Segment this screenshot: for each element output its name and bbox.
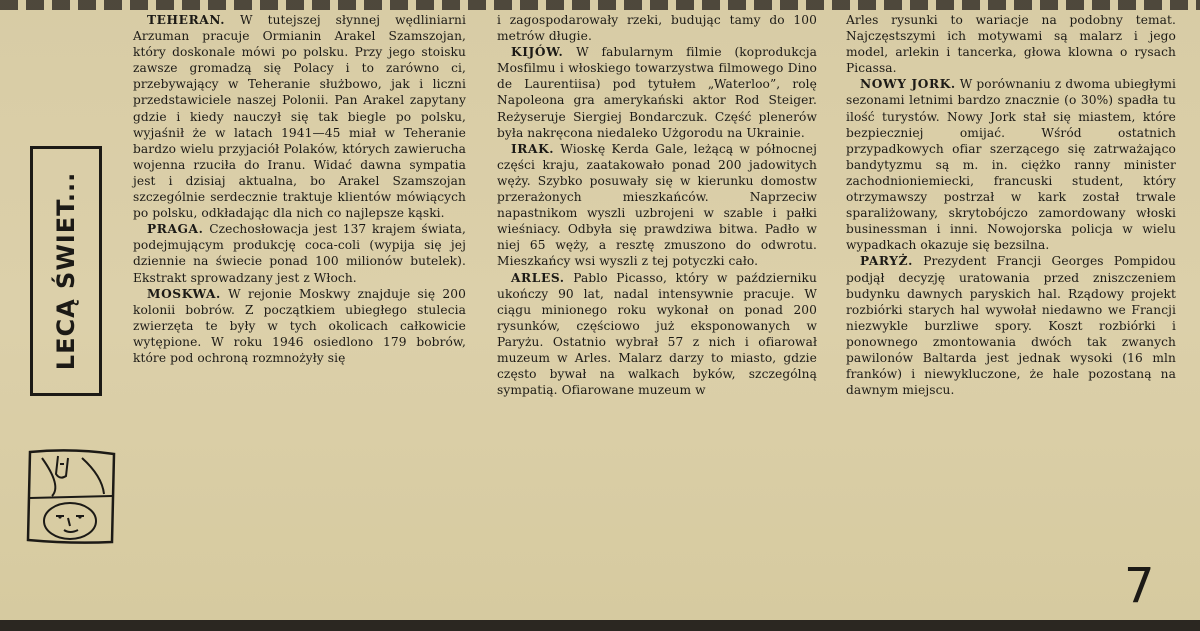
news-item-kijow bbox=[497, 44, 817, 141]
news-text: i zagospodarowały rzeki, budując tamy do 100 metrów długie. bbox=[497, 13, 817, 44]
news-text: Wioskę Kerda Gale, leżącą w północnej części kraju, zaatakowało ponad 200 jadowitych węży. Szybko posuwały się w kierunku domostw przerażonych mieszkańców. Naprzeciw napastnikom wyszli uzbrojeni w szable i pałki wieśniacy. Odbyła się prawdziwa bitwa. Padło w niej 65 węży, a resztę zmuszono do odwrotu. Mieszkańcy wsi wyszli z tej potyczki cało. bbox=[497, 141, 817, 269]
news-item-irak bbox=[497, 141, 817, 270]
news-text: Prezydent Francji Georges Pompidou podjął decyzję uratowania przed zniszczeniem budynku dawnych paryskich hal. Rządowy projekt rozbiórki starych hal wywołał niedawno we Francji niezwykle burzliwe spory. Koszt rozbiórki i ponownego zmontowania dwóch tak zwanych pawilonów Baltarda jest jednak wysoki (16 mln franków) i niewykluczone, że hale pozostaną na dawnym miejscu. bbox=[846, 254, 1176, 398]
news-item-moskwa-continued bbox=[497, 12, 817, 44]
column-3 bbox=[846, 12, 1176, 398]
bottom-border bbox=[0, 620, 1200, 631]
news-text: Arles rysunki to wariacje na podobny temat. Najczęstszymi ich motywami są malarz i jego model, arlekin i tancerka, głowa klowna o rysach Picassa. bbox=[846, 13, 1176, 76]
dateline: TEHERAN. bbox=[147, 13, 226, 27]
news-text: Pablo Picasso, który w październiku ukończy 90 lat, nadal intensywnie pracuje. W ciągu minionego roku wykonał on ponad 200 rysunków, częściowo już eksponowanych w Paryżu. Ostatnio wybrał 57 z nich i ofiarował muzeum w Arles. Malarz darzy to miasto, gdzie często bywał na walkach byków, szczególną sympatią. Ofiarowane muzeum w bbox=[497, 270, 817, 398]
news-item-arles bbox=[497, 270, 817, 399]
news-text: Czechosłowacja jest 137 krajem świata, podejmującym produkcję coca-coli (wypija się jej dziennie na świecie ponad 100 milionów butelek). Ekstrakt sprowadzany jest z Włoch. bbox=[133, 222, 466, 285]
section-title-box bbox=[30, 146, 102, 396]
top-border bbox=[0, 0, 1200, 10]
news-item-nowy-jork bbox=[846, 76, 1176, 253]
news-item-moskwa bbox=[133, 286, 466, 366]
section-title: LECĄ ŚWIET... bbox=[52, 171, 80, 371]
news-text: W porównaniu z dwoma ubiegłymi sezonami letnimi bardzo znacznie (o 30%) spadła tu ilość turystów. Nowy Jork stał się miastem, które bezpieczniej omijać. Wśród ostatnich przypadkowych ofiar szerzącego się zatrważająco bandytyzmu są m. in. ciężko ranny minister zachodnioniemiecki, francuski student, który otrzymawszy postrzał w kark został trwale sparaliżowany, skrytobójczo zamordowany włoski businessman i inni. Nowojorska policja w wielu wypadkach okazuje się bezsilna. bbox=[846, 77, 1176, 253]
column-2 bbox=[497, 12, 817, 398]
dateline: PRAGA. bbox=[147, 222, 204, 237]
news-item-teheran bbox=[133, 12, 466, 221]
news-item-paryz bbox=[846, 253, 1176, 398]
news-text: W fabularnym filmie (koprodukcja Mosfilmu i włoskiego towarzystwa filmowego Dino de Laurentiisa) pod tytułem „Waterloo”, rolę Napoleona gra amerykański aktor Rod Steiger. Reżyseruje Siergiej Bondarczuk. Część plenerów była nakręcona niedaleko Użgorodu na Ukrainie. bbox=[497, 45, 817, 140]
dateline: PARYŻ. bbox=[860, 254, 913, 269]
column-1 bbox=[133, 12, 466, 366]
dateline: NOWY JORK. bbox=[860, 77, 956, 92]
page-number: 7 bbox=[1124, 558, 1155, 614]
dateline: ARLES. bbox=[511, 270, 565, 285]
dateline: KIJÓW. bbox=[511, 45, 564, 60]
dateline: MOSKWA. bbox=[147, 286, 221, 301]
news-text: W rejonie Moskwy znajduje się 200 kolonii bobrów. Z początkiem ubiegłego stulecia zwierzęta te były w tych okolicach całkowicie wytępione. W roku 1946 osiedlono 179 bobrów, które pod ochroną rozmnożyły się bbox=[133, 286, 466, 365]
face-sketch-icon bbox=[22, 446, 122, 546]
news-text: W tutejszej słynnej wędliniarni Arzuman pracuje Ormianin Arakel Szamszojan, który doskonale mówi po polsku. Przy jego stoisku zawsze gromadzą się Polacy i to zarówno ci, przebywający w Teheranie służbowo, jak i liczni przedstawiciele naszej Polonii. Pan Arakel zapytany gdzie i kiedy nauczył się tak biegle po polsku, wyjaśnił że w latach 1941—45 miał w Teheranie bardzo wielu przyjaciół Polaków, których zawierucha wojenna rzuciła do Iranu. Widać dawna sympatia jest i dzisiaj aktualna, bo Arakel Szamszojan szczególnie serdecznie traktuje klientów mówiących po polsku, odkładając dla nich co najlepsze kąski. bbox=[133, 13, 466, 221]
news-item-arles-continued bbox=[846, 12, 1176, 76]
news-item-praga bbox=[133, 221, 466, 285]
dateline: IRAK. bbox=[511, 141, 555, 156]
